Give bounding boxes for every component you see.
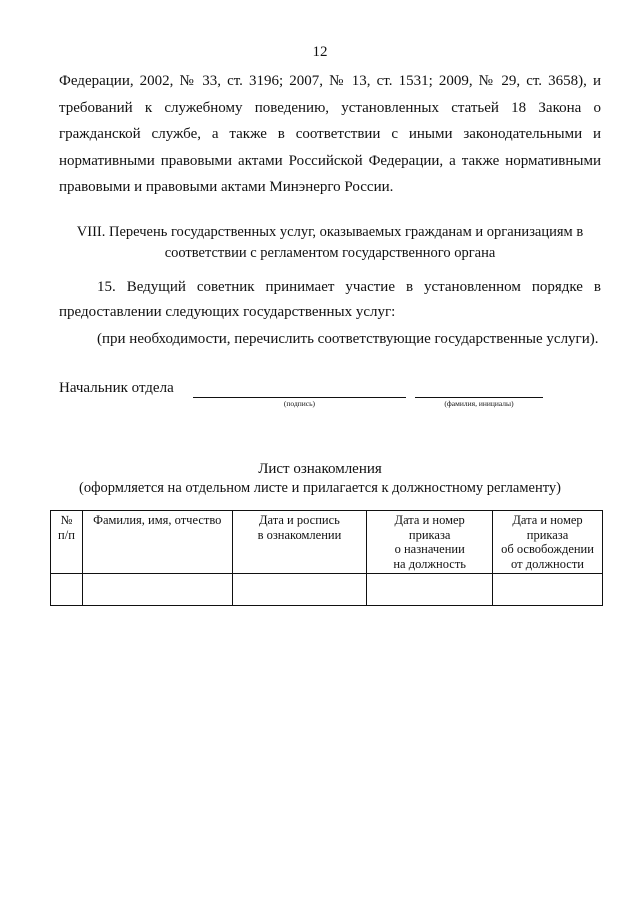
header-text: Дата и номер приказа о назначении на должность [393,513,467,571]
header-text: Дата и номер приказа об освобождении от должности [501,513,594,571]
text-line: предоставлении следующих государственных услуг: [59,304,396,320]
signature-line [193,397,406,398]
clause-note: (при необходимости, перечислить соответствующие государственные услуги). [97,331,599,347]
column-header-dismissal-order [493,511,603,574]
text-line: гражданской службе, а также в соответствии с иными законодательными и [59,126,601,142]
text-line: 15. Ведущий советник принимает участие в установленном порядке в [97,279,601,295]
intro-paragraph [59,68,601,201]
table-cell[interactable] [367,574,493,606]
text-line: нормативными правовыми актами Российской Федерации, а также нормативными [59,152,601,169]
table-cell[interactable] [51,574,83,606]
column-header-appointment-order [367,511,493,574]
header-text: № п/п [58,513,75,542]
text-line: требований к служебному поведению, установленных статьей 18 Закона о [59,99,601,116]
column-header-full-name [82,511,232,574]
table-cell[interactable] [82,574,232,606]
signature-caption: (подпись) [283,399,316,408]
text-line: правовыми и правовыми актами Минэнерго России. [59,179,394,195]
header-text: Фамилия, имя, отчество [93,513,222,527]
name-line [415,397,543,398]
table-row [51,574,603,606]
column-header-ack-date [232,511,367,574]
name-caption: (фамилия, инициалы) [444,399,514,408]
section-heading [59,222,601,264]
page-number: 12 [312,44,328,60]
signature-label: Начальник отдела [59,380,174,396]
clause-15 [59,275,601,352]
sheet-title: Лист ознакомления [258,461,382,477]
section-heading-line: соответствии с регламентом государственного органа [164,245,496,261]
table-cell[interactable] [493,574,603,606]
table-cell[interactable] [232,574,367,606]
column-header-number [51,511,83,574]
header-text: Дата и роспись в ознакомлении [257,513,342,542]
text-line: Федерации, 2002, № 33, ст. 3196; 2007, № 13, ст. 1531; 2009, № 29, ст. 3658), и [59,73,601,89]
section-heading-line: VIII. Перечень государственных услуг, оказываемых гражданам и организациям в [76,224,584,240]
signature-block [59,380,601,420]
table-header-row [51,511,603,574]
sheet-subtitle: (оформляется на отдельном листе и прилагается к должностному регламенту) [79,480,561,496]
acknowledgment-table [50,510,603,606]
